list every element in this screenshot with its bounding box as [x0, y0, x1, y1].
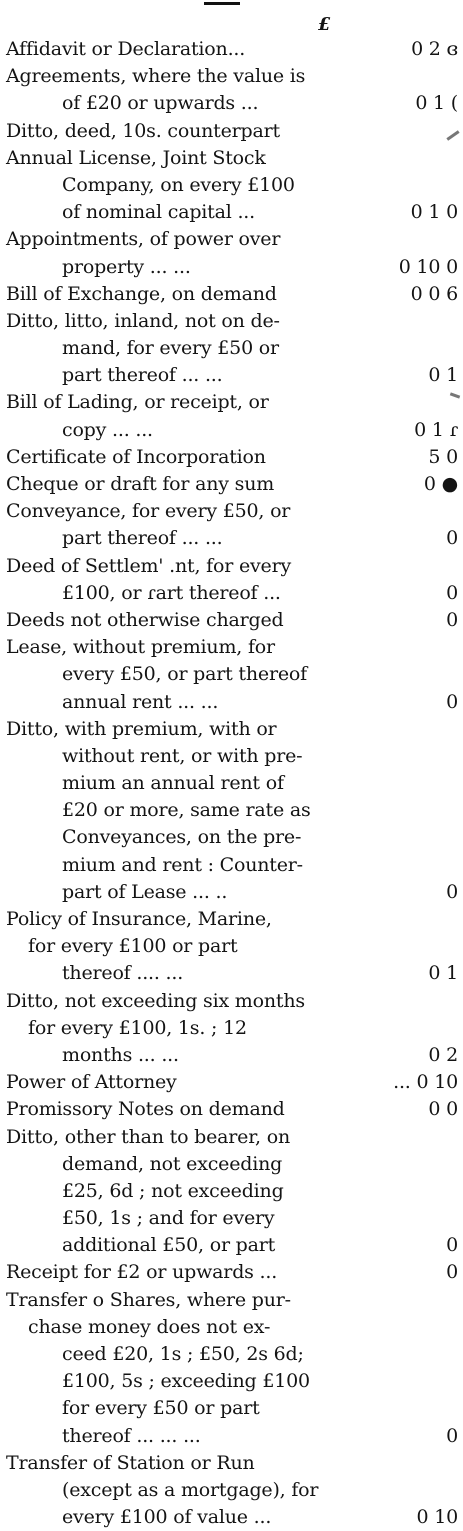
item-text: Bill of Lading, or receipt, or: [6, 391, 269, 414]
item-text: every £100 of value ...: [62, 1506, 272, 1529]
item-amount: 0 10 0: [398, 255, 458, 278]
item-text: Conveyances, on the pre-: [62, 826, 302, 849]
list-item: [6, 308, 458, 335]
item-text: months ... ...: [62, 1043, 179, 1066]
list-item: [6, 145, 458, 172]
item-amount: 0 0: [428, 1098, 458, 1121]
item-text: Cheque or draft for any sum: [6, 473, 275, 495]
list-item: [6, 933, 458, 960]
item-text: £100, or ɾart thereof ...: [62, 581, 281, 604]
item-amount: 0: [446, 1424, 458, 1447]
item-text: mand, for every £50 or: [62, 337, 279, 360]
item-text: Bill of Exchange, on demand: [6, 282, 277, 305]
item-text: Ditto, with premium, with or: [6, 717, 277, 740]
item-text: for every £50 or part: [62, 1397, 260, 1420]
item-text: £100, 5s ; exceeding £100: [62, 1370, 310, 1393]
list-item: [6, 1368, 458, 1395]
item-text: Ditto, not exceeding six months: [6, 989, 305, 1012]
item-text: chase money does not ex-: [28, 1315, 271, 1338]
item-amount: 0: [446, 1234, 458, 1257]
item-text: Annual License, Joint Stock: [6, 146, 266, 169]
item-text: Company, on every £100: [62, 173, 295, 196]
list-item: [6, 281, 458, 308]
list-item: [6, 1287, 458, 1314]
list-item: [6, 1069, 458, 1096]
list-item: [6, 988, 458, 1015]
item-text: £25, 6d ; not exceeding: [62, 1179, 284, 1202]
item-amount: 0: [446, 690, 458, 713]
item-amount: 0: [446, 880, 458, 903]
item-text: Ditto, other than to bearer, on: [6, 1125, 290, 1148]
item-text: mium and rent : Counter-: [62, 853, 303, 876]
list-item: [6, 417, 458, 444]
list-item: [6, 226, 458, 253]
list-item: [6, 580, 458, 607]
list-item: [6, 1395, 458, 1422]
list-item: [6, 1423, 458, 1450]
list-item: [6, 444, 458, 471]
list-item: [6, 1178, 458, 1205]
stamp-duty-list: [6, 36, 458, 1531]
item-text: mium an annual rent of: [62, 772, 284, 795]
currency-symbol: £: [318, 14, 331, 35]
item-text: £20 or more, same rate as: [62, 799, 311, 822]
item-text: Policy of Insurance, Marine,: [6, 908, 272, 930]
item-text: ceed £20, 1s ; £50, 2s 6d;: [62, 1343, 304, 1365]
item-text: Deed of Settlem' .nt, for every: [6, 554, 291, 577]
list-item: [6, 689, 458, 716]
item-text: additional £50, or part: [62, 1234, 276, 1257]
header-rule: [204, 2, 240, 5]
list-item: [6, 389, 458, 416]
item-amount: 5 0: [428, 445, 458, 468]
item-text: thereof .... ...: [62, 962, 184, 985]
list-item: [6, 362, 458, 389]
list-item: [6, 1259, 458, 1286]
item-amount: 0: [446, 608, 458, 631]
list-item: [6, 90, 458, 117]
list-item: [6, 1450, 458, 1477]
list-item: [6, 852, 458, 879]
item-amount: 0 2: [428, 1043, 458, 1066]
item-text: without rent, or with pre-: [62, 744, 303, 767]
item-amount: 0: [446, 1261, 458, 1284]
item-text: part of Lease ... ..: [62, 880, 228, 903]
item-text: Transfer of Station or Run: [6, 1451, 255, 1474]
item-text: demand, not exceeding: [62, 1152, 283, 1175]
list-item: [6, 525, 458, 552]
item-text: Affidavit or Declaration...: [6, 38, 246, 60]
item-text: part thereof ... ...: [62, 364, 223, 387]
item-amount: 0 0 6: [410, 282, 458, 305]
item-amount: ... 0 10: [393, 1071, 458, 1094]
item-text: £50, 1s ; and for every: [62, 1207, 275, 1230]
list-item: [6, 63, 458, 90]
list-item: [6, 607, 458, 634]
item-amount: 0 1 ɾ: [414, 418, 458, 441]
list-item: [6, 960, 458, 987]
list-item: [6, 471, 458, 498]
item-amount: 0: [446, 581, 458, 604]
item-amount: 0 1 0: [410, 201, 458, 224]
list-item: [6, 498, 458, 525]
item-text: Receipt for £2 or upwards ...: [6, 1261, 278, 1284]
list-item: [6, 118, 458, 145]
list-item: [6, 254, 458, 281]
item-text: (except as a mortgage), for: [62, 1478, 319, 1501]
item-text: Ditto, litto, inland, not on de-: [6, 309, 280, 332]
list-item: [6, 1232, 458, 1259]
list-item: [6, 634, 458, 661]
item-text: Certificate of Incorporation: [6, 445, 266, 468]
list-item: [6, 36, 458, 63]
list-item: [6, 879, 458, 906]
list-item: [6, 1042, 458, 1069]
list-item: [6, 1205, 458, 1232]
item-text: every £50, or part thereof: [62, 663, 307, 686]
item-text: Lease, without premium, for: [6, 636, 275, 659]
list-item: [6, 1096, 458, 1123]
item-text: of £20 or upwards ...: [62, 92, 259, 115]
item-amount: 0: [446, 527, 458, 550]
list-item: [6, 1314, 458, 1341]
list-item: [6, 716, 458, 743]
item-text: part thereof ... ...: [62, 527, 223, 550]
list-item: [6, 335, 458, 362]
item-text: of nominal capital ...: [62, 201, 255, 224]
item-text: annual rent ... ...: [62, 690, 219, 713]
item-text: Deeds not otherwise charged: [6, 608, 284, 631]
list-item: [6, 1124, 458, 1151]
list-item: [6, 743, 458, 770]
item-text: Power of Attorney: [6, 1071, 177, 1094]
item-amount: 0 1: [428, 962, 458, 985]
item-text: Conveyance, for every £50, or: [6, 500, 291, 523]
list-item: [6, 1151, 458, 1178]
list-item: [6, 797, 458, 824]
item-amount: 0 2 ɞ: [411, 38, 458, 60]
item-amount: 0 1 (: [415, 92, 458, 115]
item-amount: 0 ●: [423, 473, 458, 495]
item-text: for every £100, 1s. ; 12: [28, 1016, 247, 1039]
item-text: property ... ...: [62, 255, 191, 278]
item-text: Agreements, where the value is: [6, 65, 306, 88]
list-item: [6, 906, 458, 933]
list-item: [6, 1015, 458, 1042]
item-text: Ditto, deed, 10s. counterpart: [6, 119, 280, 142]
item-text: thereof ... ... ...: [62, 1424, 201, 1447]
list-item: [6, 172, 458, 199]
list-item: [6, 770, 458, 797]
list-item: [6, 1504, 458, 1531]
item-text: Transfer o Shares, where pur-: [6, 1288, 291, 1311]
list-item: [6, 1341, 458, 1368]
item-amount: 0 10: [416, 1506, 458, 1529]
list-item: [6, 553, 458, 580]
list-item: [6, 1477, 458, 1504]
item-amount: 0 1: [428, 364, 458, 387]
item-text: for every £100 or part: [28, 935, 238, 958]
item-text: Promissory Notes on demand: [6, 1098, 285, 1121]
list-item: [6, 824, 458, 851]
list-item: [6, 199, 458, 226]
list-item: [6, 661, 458, 688]
item-text: Appointments, of power over: [6, 228, 281, 251]
item-text: copy ... ...: [62, 418, 153, 441]
